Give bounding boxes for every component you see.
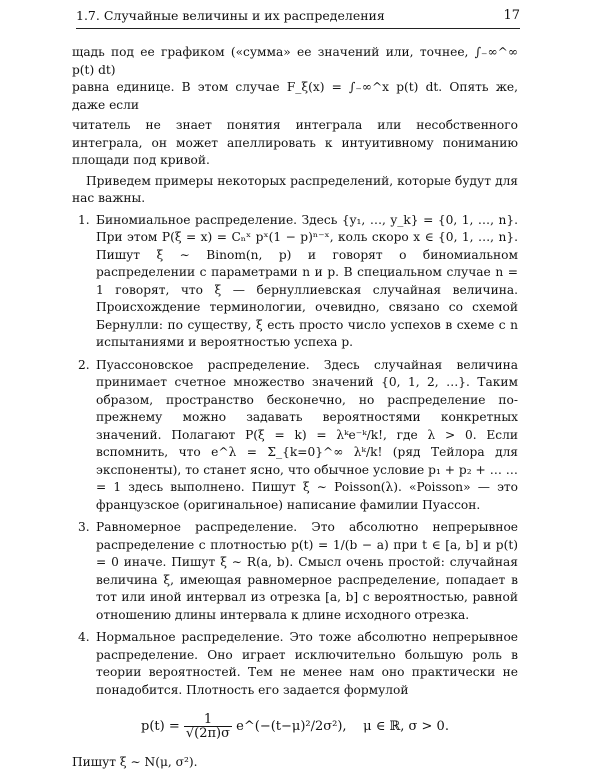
normal-density-formula <box>72 713 518 740</box>
list-item <box>72 629 518 699</box>
page-body <box>72 44 518 772</box>
lead-paragraph: Приведем примеры некоторых распределений, которые будут для нас важны. <box>72 173 518 205</box>
intro-line-2: равна единице. В этом случае F_ξ(x) = ∫₋∞^x p(t) dt. Опять же, даже если <box>72 80 518 112</box>
item-text: Биномиальное распределение. Здесь {y₁, …, y_k} = {0, 1, …, n}. При этом P(ξ = x) = Cₙˣ pˣ(1 − p)ⁿ⁻ˣ, коль скоро x ∈ {0, 1, …, n}. Пишут ξ ∼ Binom(n, p) и говорят о биномиальном распределении с параметрами n и p. В специальном случае n = 1 говорят, что ξ — бернуллиевская случайная величина. Происхождение терминологии, очевидно, связано со схемой Бернулли: по существу, ξ есть просто число успехов в схеме с n испытаниями и вероятностью успеха p. <box>96 212 518 349</box>
final-line: Пишут ξ ∼ N(μ, σ²). <box>72 755 198 769</box>
distribution-list <box>72 212 518 700</box>
running-header <box>76 8 520 29</box>
intro-paragraph-rest: читатель не знает понятия интеграла или несобственного интеграла, он может апеллировать к интуитивному пониманию площади под кривой. <box>72 118 518 167</box>
formula-exponent: e^(−(t−μ)²/2σ²), <box>236 719 347 734</box>
formula-denominator: √(2π)σ <box>185 726 231 741</box>
item-text: Нормальное распределение. Это тоже абсолютно непрерывное распределение. Оно играет исключительно большую роль в теории вероятностей. Тем не менее нам оно практически не понадобится. Плотность его задается формулой <box>96 630 518 697</box>
chapter-title: 1.7. Случайные величины и их распределения <box>76 8 385 23</box>
item-number: 3. <box>78 520 90 534</box>
intro-line-1: щадь под ее графиком («сумма» ее значений или, точнее, ∫₋∞^∞ p(t) dt) <box>72 45 518 77</box>
item-number: 1. <box>78 212 90 227</box>
item-text: Равномерное распределение. Это абсолютно непрерывное распределение с плотностью p(t) = 1/(b − a) при t ∈ [a, b] и p(t) = 0 иначе. Пишут ξ ∼ R(a, b). Смысл очень простой: случайная величина ξ, имеющая равномерное распределение, попадает в тот или иной интервал из отрезка [a, b] с вероятностью, равной отношению длины интервала к длине исходного отрезка. <box>96 520 518 622</box>
formula-condition: μ ∈ ℝ, σ > 0. <box>363 719 449 734</box>
formula-fraction <box>184 713 232 740</box>
page-number: 17 <box>503 8 520 23</box>
item-number: 2. <box>78 357 90 372</box>
item-number: 4. <box>78 630 90 644</box>
list-item <box>72 357 518 515</box>
formula-lhs: p(t) = <box>141 719 180 734</box>
item-text: Пуассоновское распределение. Здесь случайная величина принимает счетное множество значений {0, 1, 2, …}. Таким образом, пространство бесконечно, но распределение по-прежнему можно задавать вероятностями конкретных значений. Полагают P(ξ = k) = λᵏe⁻ᵏ/k!, где λ > 0. Если вспомнить, что e^λ = Σ_{k=0}^∞ λᵏ/k! (ряд Тейлора для экспоненты), то станет ясно, что обычное условие p₁ + p₂ + … … = 1 здесь выполнено. Пишут ξ ∼ Poisson(λ). «Poisson» — это французское (оригинальное) написание фамилии Пуассон. <box>96 357 518 512</box>
formula-numerator: 1 <box>184 713 232 727</box>
list-item <box>72 519 518 624</box>
list-item <box>72 212 518 352</box>
